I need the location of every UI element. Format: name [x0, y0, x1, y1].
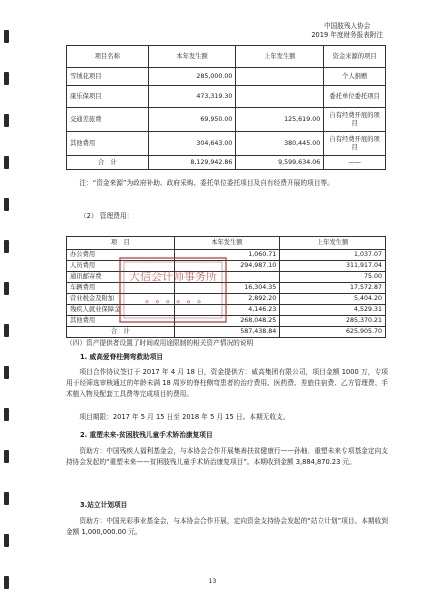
cell: 473,319.30: [148, 86, 236, 108]
col-header: 资金来源的项目: [324, 46, 386, 68]
cell: [236, 86, 324, 108]
cell: 1,037.07: [280, 250, 386, 261]
table-row: [67, 86, 386, 108]
cell: 其他费用: [67, 316, 175, 327]
cell: 康乐保项目: [67, 86, 149, 108]
item-paragraph: 资助方：中国光彩事业基金会，与本协会合作开展，定向资金支持协会发起的“站立计划”项目。本期收到金额 1,000,000.00 元。: [66, 517, 388, 536]
table-total-row: [67, 156, 386, 170]
cell: 69,950.00: [148, 108, 236, 132]
header-title: 2019 年度财务报表附注: [311, 31, 383, 39]
cell: 304,643.00: [148, 132, 236, 156]
cell: 合 计: [67, 156, 149, 170]
page-number: 13: [208, 578, 217, 585]
table-row: [67, 108, 386, 132]
header-org: 中国肢残人协会: [324, 22, 371, 30]
cell: 交通差旅费: [67, 108, 149, 132]
cell: 4,529.31: [280, 305, 386, 316]
cell: 其他费用: [67, 132, 149, 156]
section-heading: （2） 管理费用：: [80, 212, 134, 220]
item-title: 2. 重塑未来-贫困肢残儿童手术矫治康复项目: [80, 431, 213, 439]
cell: 车辆费用: [67, 283, 175, 294]
cell: 268,048.25: [174, 316, 280, 327]
table-note: 注：“资金来源”为政府补助、政府采购、委托单位委托项目及自有经费开展的项目等。: [79, 179, 334, 187]
cell: 办公费用: [67, 250, 175, 261]
item-title: 3.站立计划项目: [80, 501, 128, 509]
cell: 294,987.10: [174, 261, 280, 272]
col-header: 本年发生额: [174, 237, 280, 250]
section-heading: （四）资产提供者设置了时间或用途限制的相关资产情况的说明: [66, 339, 254, 347]
cell: 5,404.20: [280, 294, 386, 305]
cell: 4,146.23: [174, 305, 280, 316]
col-header: 上年发生额: [280, 237, 386, 250]
cell: 通讯邮寄费: [67, 272, 175, 283]
cell: 9,599,634.06: [236, 156, 324, 170]
cell: 1,060.71: [174, 250, 280, 261]
cell: [236, 68, 324, 86]
stamp-text: 大信会计师事务所: [129, 270, 217, 283]
cell: 个人捐赠: [324, 68, 386, 86]
col-header: 上年发生额: [236, 46, 324, 68]
cell: 16,304.35: [174, 283, 280, 294]
table-row: [67, 132, 386, 156]
item-paragraph: 项目合作协议签订于 2017 年 4 月 18 日，资金提供方：威高集团有限公司，项目金额 1000 万，专项用于经筛选审核通过的年龄未满 18 周岁的脊柱侧弯患者的治疗费用、医药费、差旅住宿费、乙方管理费、手术植入物及配套工具费等完成项目的费用。: [66, 368, 388, 398]
cell: 2,892.20: [174, 294, 280, 305]
cell: 雪绒花项目: [67, 68, 149, 86]
col-header: 本年发生额: [148, 46, 236, 68]
cell: 380,445.00: [236, 132, 324, 156]
auditor-stamp: [118, 255, 228, 325]
page-header: [311, 22, 383, 40]
cell: 人员费用: [67, 261, 175, 272]
cell: 自有经费开展的项目: [324, 132, 386, 156]
cell: 营业税金及附加: [67, 294, 175, 305]
cell: 285,000.00: [148, 68, 236, 86]
item-paragraph: 资助方：中国残疾人福利基金会，与本协会合作开展集善扶贫健康行——孙柚．重塑未来专项基金定向支持协会发起的“重塑未来——贫困肢残儿童手术矫治康复项目”。本期收到金额 3,884,870.23 元。: [66, 447, 388, 466]
cell: 合 计: [67, 327, 175, 338]
cell: 125,619.00: [236, 108, 324, 132]
cell: 8,129,942.86: [148, 156, 236, 170]
cell: 自有经费开展的项目: [324, 108, 386, 132]
project-expense-table: [66, 45, 386, 170]
table-row: [67, 68, 386, 86]
item-paragraph: 项目期限：2017 年 5 月 15 日至 2018 年 5 月 15 日。本期无收支。: [79, 413, 290, 421]
cell: 311,917.04: [280, 261, 386, 272]
binding-holes: [4, 0, 12, 600]
table-total-row: [67, 327, 386, 338]
item-title: 1. 威高爱脊柱侧弯救助项目: [80, 353, 164, 361]
cell: 17,572.87: [280, 283, 386, 294]
col-header: 项目名称: [67, 46, 149, 68]
col-header: 项 目: [67, 237, 175, 250]
svg-text:⚬ ⚬ ⚬ ⚬ ⚬ ⚬: ⚬ ⚬ ⚬ ⚬ ⚬ ⚬: [143, 298, 203, 308]
cell: ——: [324, 156, 386, 170]
cell: 75.00: [280, 272, 386, 283]
cell: 委托单位委托项目: [324, 86, 386, 108]
cell: 285,370.21: [280, 316, 386, 327]
cell: 587,438.84: [174, 327, 280, 338]
cell: 625,905.70: [280, 327, 386, 338]
cell: 残疾人就业保障金: [67, 305, 175, 316]
